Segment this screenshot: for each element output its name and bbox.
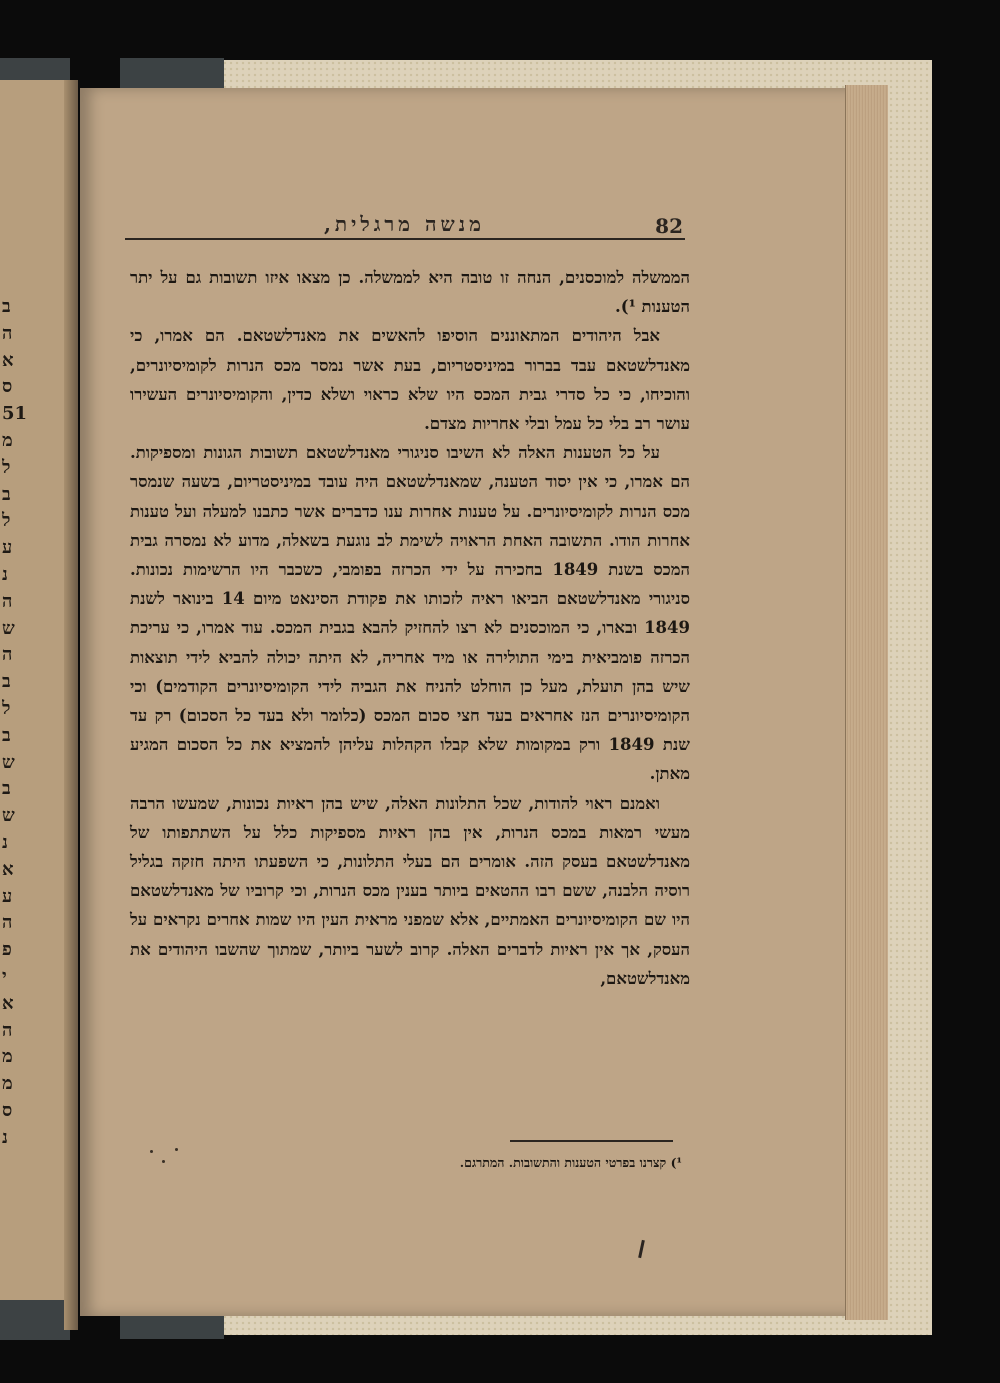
left-page-fragment: ש: [2, 617, 15, 639]
left-page-fragment: ה: [2, 322, 13, 344]
header-rule: [125, 238, 685, 240]
ink-speck: [175, 1148, 178, 1151]
body-text: [130, 263, 690, 993]
left-page-fragment: ס: [2, 376, 13, 398]
left-page-fragment: נ: [2, 832, 8, 853]
left-page-fragment: ב: [2, 296, 11, 317]
left-page-fragment: ל: [2, 510, 11, 532]
left-page-fragment: ה: [2, 644, 13, 666]
page-number: 82: [655, 214, 683, 238]
left-page-fragment: מ: [2, 430, 13, 451]
paragraph: על כל הטענות האלה לא השיבו סניגורי מאנדלשטאם תשובות הגונות ומספיקות. הם אמרו, כי אין יסוד הטענה, שמאנדלשטאם היה עובד במיניסטריום, בשעה שנמסר מכס הנרות לקומיסיונרים. על טענות אחרות ענו כדברים אשר כתבנו למעלה ועל טענות אחרות הודו. התשובה האחת הראויה לשימת לב נוגעת בשאלה, מדוע לא נמסרה גבית המכס בשנת 1849 בחכירה על ידי הכרזה בפומבי, כשכבר היו הרשימות נכונות. סניגורי מאנדלשטאם הביאו ראיה לזכותו את פקודת הסינאט מיום 14 בינואר לשנת 1849 ובארו, כי המוכסנים לא רצו להחזיק להבא בגבית המכס. עוד אמרו, כי עריכת הכרזה פומביאית בימי התולירה או מיד אחריה, לא היתה יכולה להביא לידי תוצאות שיש בהן תועלת, מעל כן הוחלט להניח את הגביה לידי הקומיסיונרים הקודמים) וכי הקומיסיונרים הנז אחראים בעד חצי סכום המכס (כלומר ולא בעד כל הסכום) רק עד שנת 1849 ורק במקומות שלא קבלו הקהלות עליהן להמציא את כל הסכום המגיע מאתן.: [130, 443, 690, 784]
left-page-fragment: נ: [2, 564, 8, 585]
paragraph: אבל היהודים המתאוננים הוסיפו להאשים את מאנדלשטאם. הם אמרו, כי מאנדלשטאם עבד בברור במיניסטריום, בעת אשר נמסר מכס הנרות לקומיסיונרים, והוכיחו, כי כל סדרי גבית המכס היו שלא כראוי ושלא כדין, והקומיסיונרים העשירו עושר רב בלי כל עמל ובלי אחריות מצדם.: [130, 326, 690, 434]
left-page-fragment: ע: [2, 885, 13, 907]
left-page-fragment: א: [2, 349, 14, 371]
left-page-fragment: ש: [2, 751, 15, 773]
left-page-fragment: ע: [2, 537, 13, 559]
left-page-fragment: א: [2, 992, 14, 1014]
running-title: מנשה מרגלית,: [323, 212, 485, 236]
cloth-spine-bottom: [120, 1315, 224, 1339]
left-page-fragment: נ: [2, 1126, 8, 1148]
left-page-fragment: ב: [2, 483, 11, 505]
left-page-fragment: ב: [2, 671, 11, 693]
left-page-fragment: ה: [2, 1019, 13, 1041]
left-page-fragment: י: [2, 966, 7, 987]
left-page-fragment: ה: [2, 912, 13, 934]
footnote-rule: [510, 1140, 673, 1142]
left-page-fragment: מ: [2, 1046, 13, 1068]
left-page-fragment: ל: [2, 456, 11, 478]
left-page-fragment: ה: [2, 590, 13, 612]
paragraph: הממשלה למוכסנים, הנחה זו טובה היא לממשלה. כן מצאו איזו תשובות גם על יתר הטענות ¹).: [130, 268, 690, 317]
ink-speck: [150, 1150, 153, 1153]
left-page-gutter: [64, 80, 78, 1330]
left-page-fragment: א: [2, 858, 14, 880]
running-header: [125, 208, 685, 238]
left-page-fragment: ל: [2, 698, 11, 719]
left-page-fragment: ב: [2, 778, 11, 800]
left-page-fragment: מ: [2, 1073, 13, 1095]
left-page-fragment: ב: [2, 724, 11, 746]
left-cover-cloth-bottom: [0, 1300, 70, 1340]
footnote: ¹) קצרנו בפרטי הטענות והתשובות. המתרגם.: [459, 1155, 682, 1170]
left-page-fragment: 51: [2, 403, 28, 425]
left-page-fragment: ס: [2, 1100, 13, 1121]
paragraph: ואמנם ראוי להודות, שכל התלונות האלה, שיש בהן ראיות נכונות, שמעשו הרבה מעשי רמאות במכס הנרות, אין בהן ראיות מספיקות כלל על השתתפותו של מאנדלשטאם בעסק הזה. אומרים הם בעלי התלונות, כי השפעתו היתה חזקה בגליל רוסיה הלבנה, ששם רבו ההטאים ביותר בענין מכס הנרות, וכי קרוביו של מאנדלשטאם היו שם הקומיסיונרים האמתיים, אלא שמפני מראית העין היו שמות אחרים נקראים על העסק, אך אין ראיות לדברים האלה. קרוב לשער ביותר, שמתוך שהשבו היהודים את מאנדלשטאם,: [130, 793, 690, 988]
cloth-spine-top: [120, 58, 224, 92]
page-edges: [845, 85, 888, 1320]
left-page-fragment: ש: [2, 805, 15, 827]
ink-speck: [162, 1160, 165, 1163]
left-page-fragment: פ: [2, 939, 12, 961]
